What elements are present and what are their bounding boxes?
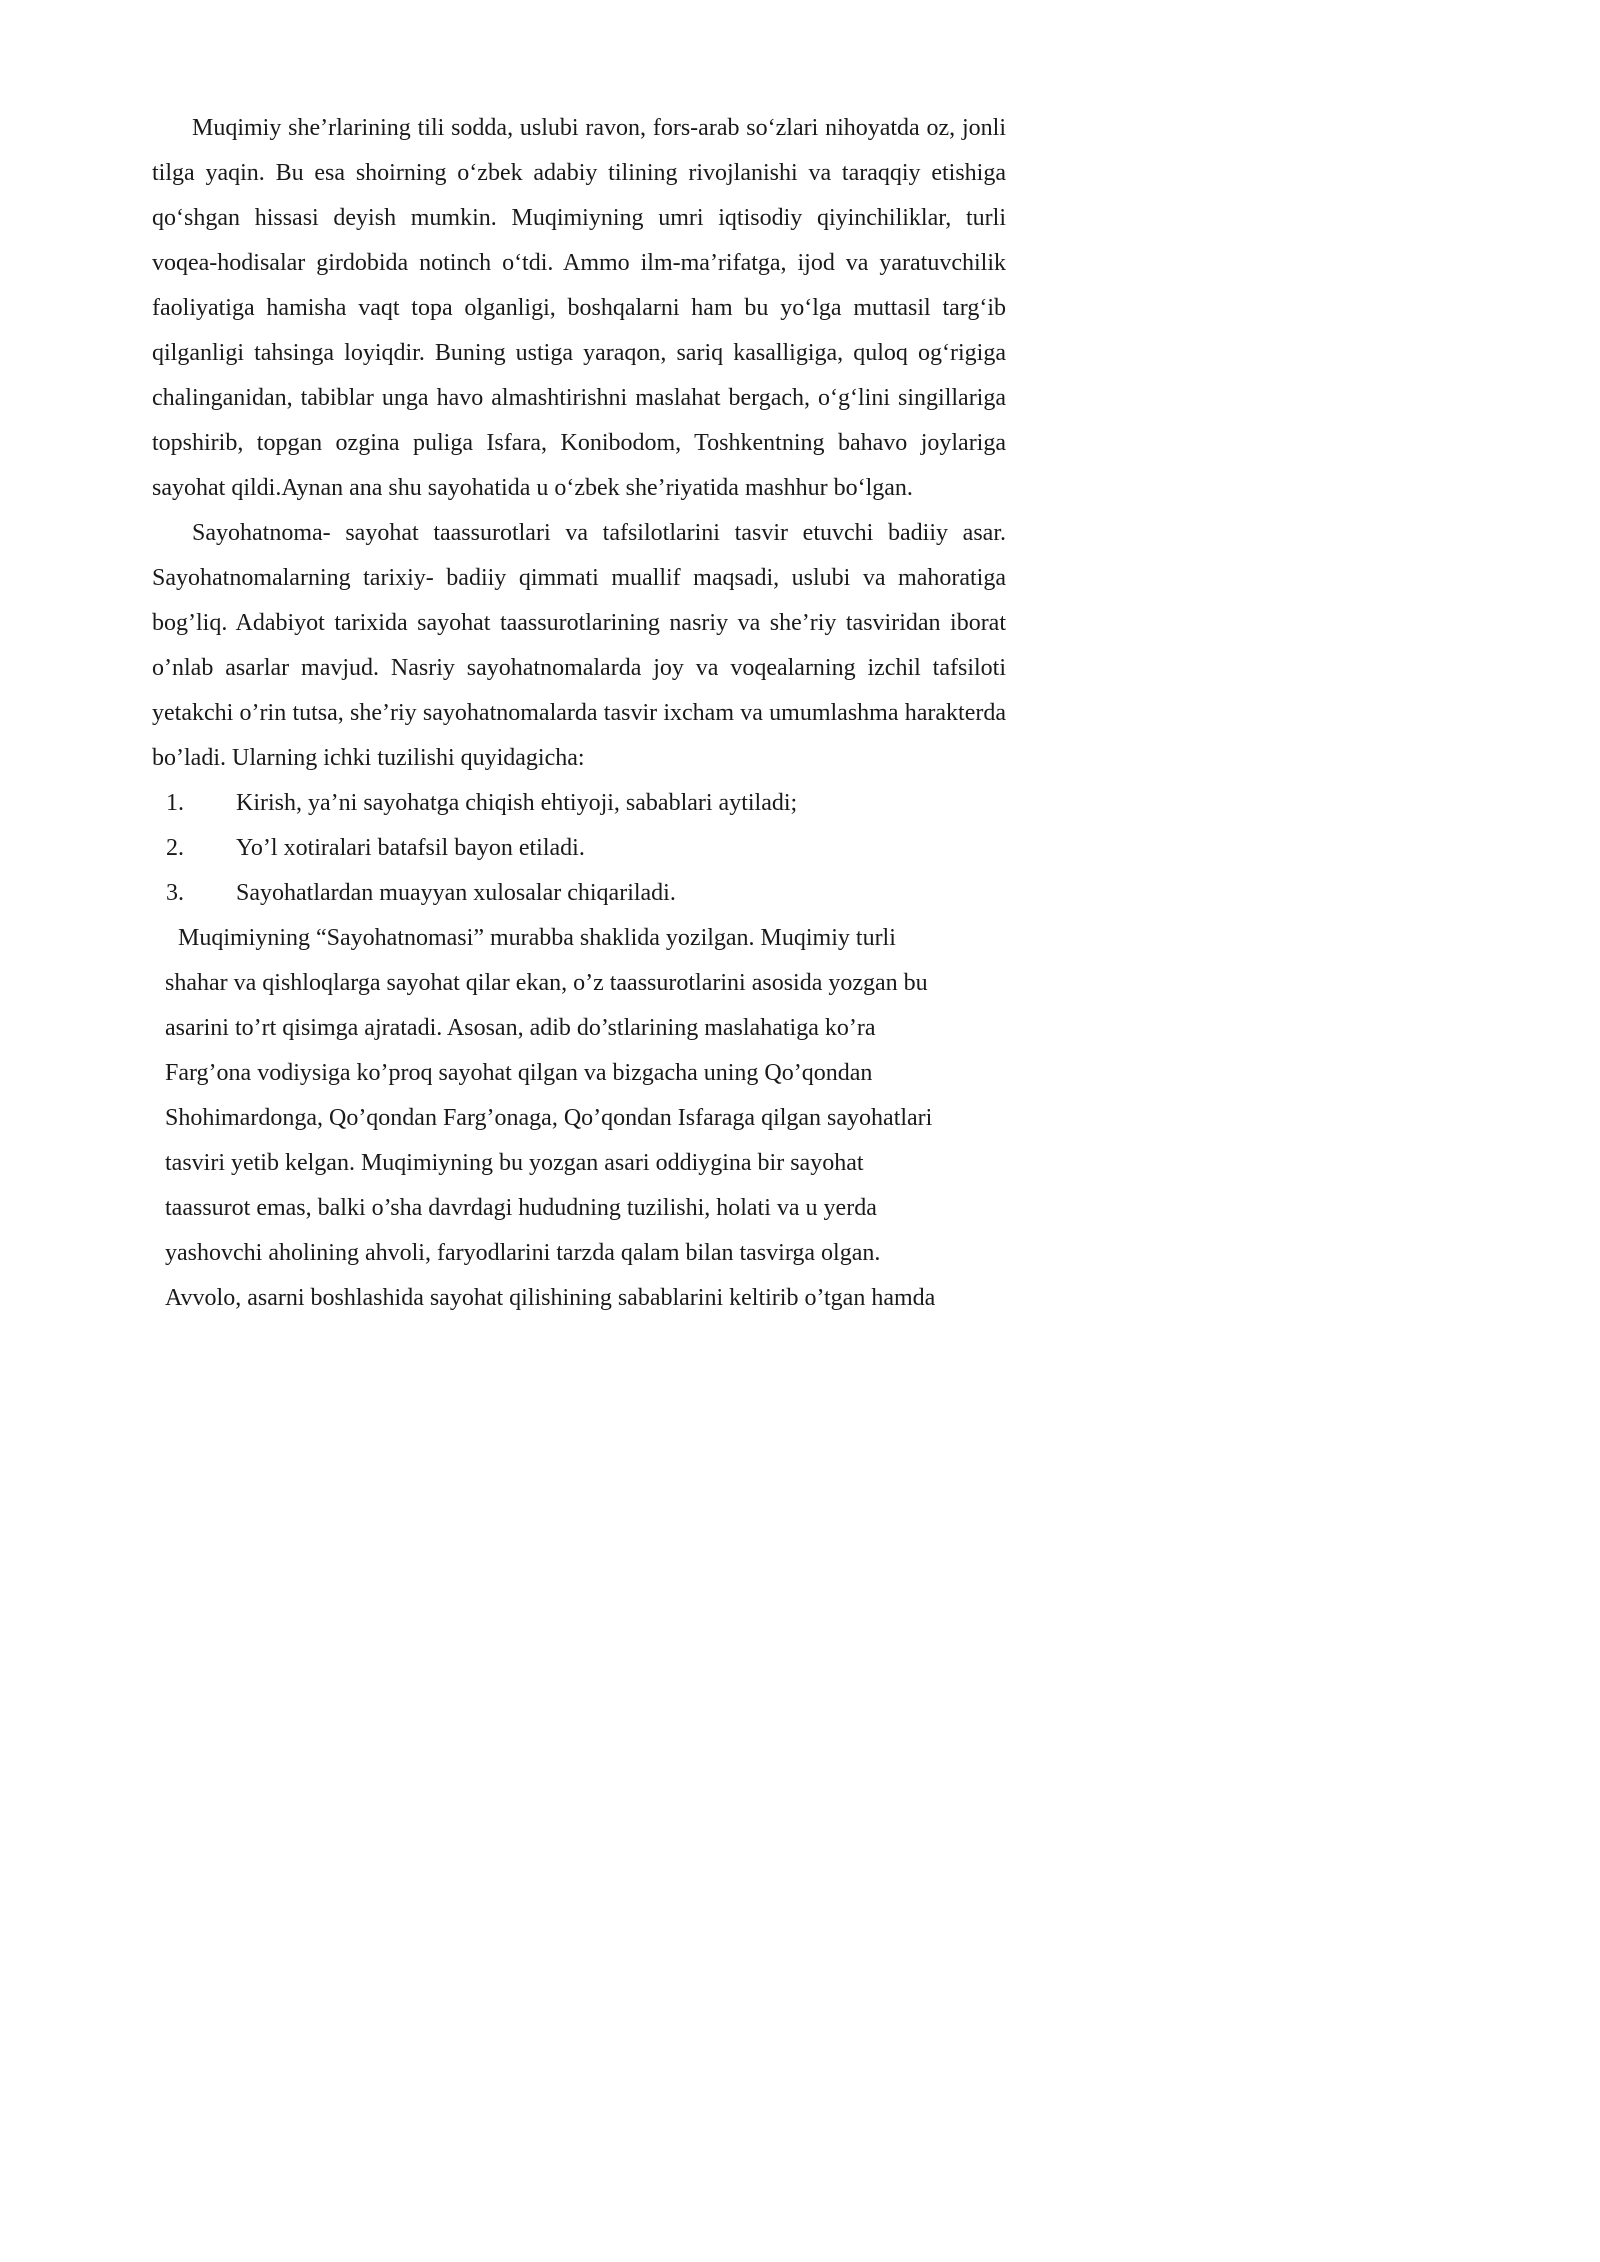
paragraph-muqimiy-language: Muqimiy she’rlarining tili sodda, uslubi ravon, fors-arab so‘zlari nihoyatda oz, jonli tilga yaqin. Bu esa shoirning o‘zbek adabiy tilining rivojlanishi va taraqqiy etishiga qo‘shgan hissasi deyish mumkin. Muqimiyning umri iqtisodiy qiyinchiliklar, turli voqea-hodisalar girdobida notinch o‘tdi. Ammo ilm-ma’rifatga, ijod va yaratuvchilik faoliyatiga hamisha vaqt topa olganligi, boshqalarni ham bu yo‘lga muttasil targ‘ib qilganligi tahsinga loyiqdir. Buning ustiga yaraqon, sariq kasalligiga, quloq og‘rigiga chalinganidan, tabiblar unga havo almashtirishni maslahat bergach, o‘g‘lini singillariga topshirib, topgan ozgina puliga Isfara, Konibodom, Toshkentning bahavo joylariga sayohat qildi.Aynan ana shu sayohatida u o‘zbek she’riyatida mashhur bo‘lgan. (152, 115, 1006, 501)
paragraph-sayohatnoma-definition: Sayohatnoma- sayohat taassurotlari va tafsilotlarini tasvir etuvchi badiiy asar. Sayohatnomalarning tarixiy- badiiy qimmati muallif maqsadi, uslubi va mahoratiga bog’liq. Adabiyot tarixida sayohat taassurotlarining nasriy va she’riy tasviridan iborat o’nlab asarlar mavjud. Nasriy sayohatnomalarda joy va voqealarning izchil tafsiloti yetakchi o’rin tutsa, she’riy sayohatnomalarda tasvir ixcham va umumlashma harakterda bo’ladi. Ularning ichki tuzilishi quyidagicha: (152, 520, 1006, 771)
text-line: Shohimardonga, Qo’qondan Farg’onaga, Qo’qondan Isfaraga qilgan sayohatlari (165, 1105, 933, 1131)
text-line: tasviri yetib kelgan. Muqimiyning bu yozgan asari oddiygina bir sayohat (165, 1150, 864, 1176)
text-line: taassurot emas, balki o’sha davrdagi hududning tuzilishi, holati va u yerda (165, 1195, 877, 1221)
list-text: Kirish, ya’ni sayohatga chiqish ehtiyoji, sabablari aytiladi; (236, 790, 798, 816)
text-line: Avvolo, asarni boshlashida sayohat qilishining sabablarini keltirib o’tgan hamda (165, 1285, 936, 1311)
text-line: Farg’ona vodiysiga ko’proq sayohat qilgan va bizgacha uning Qo’qondan (165, 1060, 873, 1086)
structure-list (152, 781, 1006, 916)
text-line: yashovchi aholining ahvoli, faryodlarini tarzda qalam bilan tasvirga olgan. (165, 1240, 881, 1266)
text-line: Muqimiyning “Sayohatnomasi” murabba shaklida yozilgan. Muqimiy turli (178, 925, 896, 951)
list-item (152, 826, 1006, 871)
list-text: Yo’l xotiralari batafsil bayon etiladi. (236, 835, 585, 861)
list-item (152, 871, 1006, 916)
document-body (152, 106, 1006, 1321)
list-number: 2. (166, 835, 184, 861)
list-number: 1. (166, 790, 184, 816)
paragraph-sayohatnomasi (152, 916, 1006, 1321)
text-line: asarini to’rt qisimga ajratadi. Asosan, adib do’stlarining maslahatiga ko’ra (165, 1015, 876, 1041)
text-line: shahar va qishloqlarga sayohat qilar ekan, o’z taassurotlarini asosida yozgan bu (165, 970, 928, 996)
document-page (0, 0, 1100, 1556)
list-item (152, 781, 1006, 826)
list-text: Sayohatlardan muayyan xulosalar chiqariladi. (236, 880, 676, 906)
list-number: 3. (166, 880, 184, 906)
